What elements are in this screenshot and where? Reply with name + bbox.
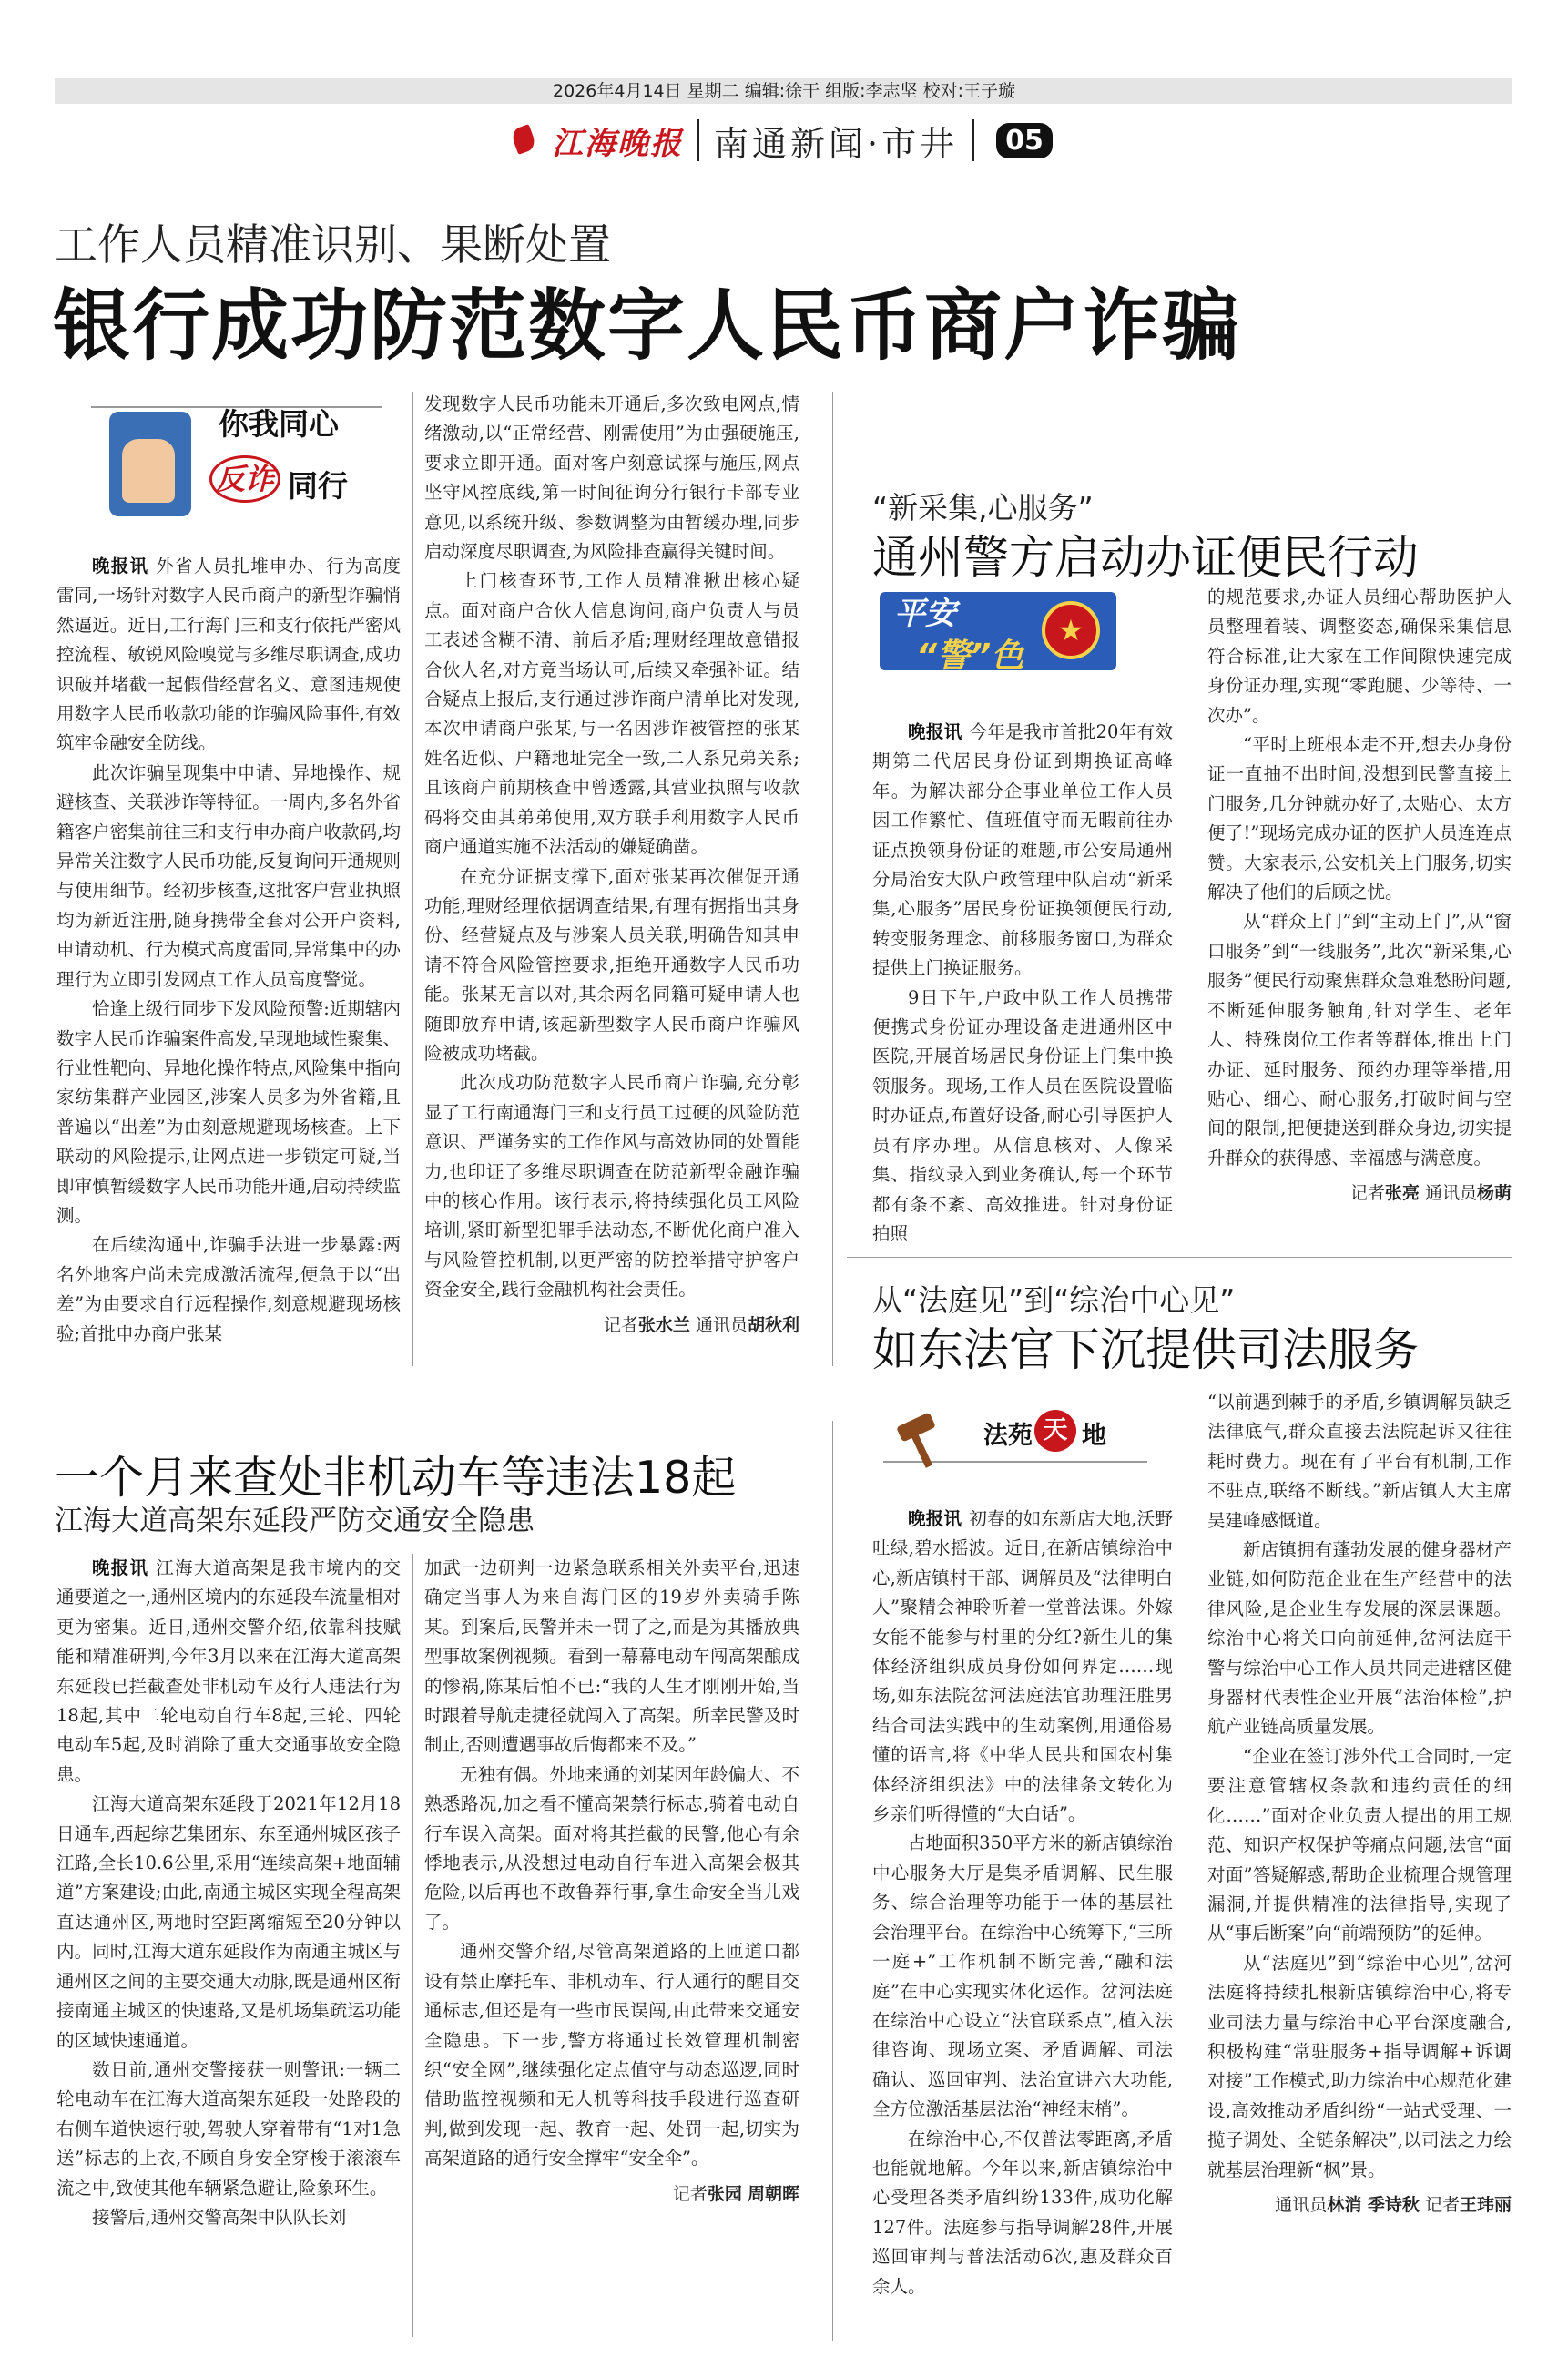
paragraph: 恰逢上级行同步下发风险预警:近期辖内数字人民币诈骗案件高发,呈现地域性聚集、行业性靶向、异地化操作特点,风险集中指向家纺集群产业园区,涉案人员多为外省籍,且普遍以“出差”为由刻意规避现场核查。上下联动的风险提示,让网点进一步锁定可疑,当即审慎暂缓数字人民币功能开通,启动持续监测。 <box>56 998 401 1226</box>
story1-column-2 <box>424 390 799 1340</box>
story2-column-2 <box>1207 583 1512 1209</box>
paragraph: 此次成功防范数字人民币商户诈骗,充分彰显了工行南通海门三和支行员工过硬的风险防范意识、严谨务实的工作作风与高效协同的处置能力,也印证了多维尽职调查在防范新型金融诈骗中的核心作用。该行表示,将持续强化员工风险培训,紧盯新型犯罪手法动态,不断优化商户准入与风险管控机制,以更严密的防控举措守护客户资金安全,践行金融机构社会责任。 <box>424 1072 799 1301</box>
story4-subhead: 江海大道高架东延段严防交通安全隐患 <box>55 1505 535 1537</box>
paragraph: 江海大道高架东延段于2021年12月18日通车,西起综艺集团东、东至通州城区孩子江路,全长10.6公里,采用“连续高架+地面辅道”方案建设;由此,南通主城区实现全程高架直达通州区,两地时空距离缩短至20分钟以内。同时,江海大道东延段作为南通主城区与通州区之间的主要交通大动脉,既是通州区衔接南通主城区的快速路,又是机场集疏运功能的区域快速通道。 <box>56 1793 401 2051</box>
paragraph: 今年是我市首批20年有效期第二代居民身份证到期换证高峰年。为解决部分企事业单位工作人员因工作繁忙、值班值守而无暇前往办证点换领身份证的难题,市公安局通州分局治安大队户政管理中队启动“新采集,心服务”居民身份证换领便民行动,转变服务理念、前移服务窗口,为群众提供上门换证服务。 <box>872 721 1173 979</box>
column-rule <box>412 1554 413 2337</box>
section-title: 南通新闻·市井 <box>714 123 959 164</box>
paragraph: 在综治中心,不仅普法零距离,矛盾也能就地解。今年以来,新店镇综治中心受理各类矛盾纠纷133件,成功化解127件。法庭参与指导调解28件,开展巡回审判与普法活动6次,惠及群众百余人。 <box>872 2128 1173 2297</box>
byline: 记者张亮 通讯员杨萌 <box>1349 1183 1512 1204</box>
paragraph: 此次诈骗呈现集中申请、异地操作、规避核查、关联涉诈等特征。一周内,多名外省籍客户密集前往三和支行申办商户收款码,均异常关注数字人民币功能,反复询问开通规则与使用细节。经初步核查,这批客户营业执照均为新近注册,随身携带全套对公开户资料,申请动机、行为模式高度雷同,异常集中的办理行为立即引发网点工作人员高度警觉。 <box>56 761 401 990</box>
story1-headline: 银行成功防范数字人民币商户诈骗 <box>53 281 1242 372</box>
paragraph: 江海大道高架是我市境内的交通要道之一,通州区境内的东延段车流量相对更为密集。近日,通州交警介绍,依靠科技赋能和精准研判,今年3月以来在江海大道高架东延段已拦截查处非机动车及行人违法行为18起,其中二轮电动自行车8起,三轮、四轮电动车5起,及时消除了重大交通事故安全隐患。 <box>56 1557 401 1785</box>
page-number: 05 <box>996 123 1053 158</box>
story3-column-2 <box>1207 1388 1512 2220</box>
police-badge <box>880 592 1116 670</box>
paragraph: 9日下午,户政中队工作人员携带便携式身份证办理设备走进通州区中医院,开展首场居民身份证上门集中换领服务。现场,工作人员在医院设置临时办证点,布置好设备,耐心引导医护人员有序办理。从信息核对、人像采集、指纹录入到业务确认,每一个环节都有条不紊、高效推进。针对身份证拍照 <box>872 986 1173 1244</box>
story1-column-1 <box>56 552 401 1349</box>
paragraph: “以前遇到棘手的矛盾,乡镇调解员缺乏法律底气,群众直接去法院起诉又往往耗时费力。现在有了平台有机制,工作不驻点,联络不断线。”新店镇人大主席吴建峰感慨道。 <box>1207 1392 1512 1531</box>
police-emblem-icon <box>1042 601 1100 659</box>
section-rule <box>847 1257 1512 1258</box>
story1-kicker: 工作人员精准识别、果断处置 <box>55 220 611 270</box>
paragraph: 占地面积350平方米的新店镇综治中心服务大厅是集矛盾调解、民生服务、综合治理等功能于一体的基层社会治理平台。在综治中心统筹下,“三所一庭+”工作机制不断完善,“融和法庭”在中心实现实体化运作。岔河法庭在综治中心设立“法官联系点”,植入法律咨询、现场立案、矛盾调解、司法确认、巡回审判、法治宣讲六大功能,全方位激活基层法治“神经末梢”。 <box>872 1832 1173 2120</box>
paragraph: 初春的如东新店大地,沃野吐绿,碧水摇波。近日,在新店镇综治中心,新店镇村干部、调解员及“法律明白人”聚精会神聆听着一堂普法课。外嫁女能不能参与村里的分红?新生儿的集体经济组织成员身份如何界定……现场,如东法院岔河法庭法官助理汪胜男结合司法实践中的生动案例,用通俗易懂的语言,将《中华人民共和国农村集体经济组织法》中的法律条文转化为乡亲们听得懂的“大白话”。 <box>872 1508 1173 1825</box>
paragraph: 通州交警介绍,尽管高架道路的上匝道口都设有禁止摩托车、非机动车、行人通行的醒目交通标志,但还是有一些市民误闯,由此带来交通安全隐患。下一步,警方将通过长效管理机制密织“安全网”,继续强化定点值守与动态巡逻,同时借助监控视频和无人机等科技手段进行巡查研判,做到发现一起、教育一起、处罚一起,切实为高架道路的通行安全撑牢“安全伞”。 <box>424 1941 799 2169</box>
story4-column-1 <box>56 1554 401 2232</box>
paragraph: 接警后,通州交警高架中队队长刘 <box>92 2206 347 2228</box>
paragraph: 数日前,通州交警接获一则警讯:一辆二轮电动车在江海大道高架东延段一处路段的右侧车道快速行驶,驾驶人穿着带有“1对1急送”标志的上衣,不顾自身安全穿梭于滚滚车流之中,致使其他车辆紧急避让,险象环生。 <box>56 2058 401 2199</box>
badge-label: 平安 <box>894 596 956 632</box>
divider <box>697 119 699 161</box>
column-rule <box>832 1421 833 2341</box>
column-rule <box>832 392 833 1366</box>
paragraph: 的规范要求,办证人员细心帮助医护人员整理着装、调整姿态,确保采集信息符合标准,让大家在工作间隙快速完成身份证办理,实现“零跑腿、少等待、一次办”。 <box>1207 587 1512 726</box>
badge-label: 法苑 <box>983 1422 1033 1450</box>
badge-label: 同行 <box>288 468 348 504</box>
dateline-tag: 晚报讯 <box>908 721 962 742</box>
paragraph: 上门核查环节,工作人员精准揪出核心疑点。面对商户合伙人信息询问,商户负责人与员工表述含糊不清、前后矛盾;理财经理故意错报合伙人名,对方竟当场认可,后续又牵强补证。结合疑点上报后,支行通过涉诈商户清单比对发现,本次申请商户张某,与一名因涉诈被管控的张某姓名近似、户籍地址完全一致,二人系兄弟关系;且该商户前期核查中曾透露,其营业执照与收款码将交由其弟弟使用,双方联手利用数字人民币商户通道实施不法活动的嫌疑确凿。 <box>424 570 799 858</box>
byline: 通讯员林消 季诗秋 记者王玮丽 <box>1275 2194 1512 2215</box>
paragraph: “企业在签订涉外代工合同时,一定要注意管辖权条款和违约责任的细化……”面对企业负责人提出的用工规范、知识产权保护等痛点问题,法官“面对面”答疑解惑,帮助企业梳理合规管理漏洞,并提供精准的法律指导,实现了从“事后断案”向“前端预防”的延伸。 <box>1207 1745 1512 1944</box>
story4-headline: 一个月来查处非机动车等违法18起 <box>55 1452 737 1504</box>
paragraph: 发现数字人民币功能未开通后,多次致电网点,情绪激动,以“正常经营、刚需使用”为由强硬施压,要求立即开通。面对客户刻意试探与施压,网点坚守风控底线,第一时间征询分行银行卡部专业意见,以系统升级、参数调整为由暂缓办理,同步启动深度尽职调查,为风险排查赢得关键时间。 <box>424 393 799 563</box>
story2-kicker: “新采集,心服务” <box>872 490 1094 526</box>
dateline-tag: 晚报讯 <box>908 1508 962 1529</box>
story2-column-1 <box>872 718 1173 1249</box>
masthead <box>510 115 1053 166</box>
paragraph: 从“群众上门”到“主动上门”,从“窗口服务”到“一线服务”,此次“新采集,心服务”便民行动聚焦群众急难愁盼问题,不断延伸服务触角,针对学生、老年人、特殊岗位工作者等群体,推出上门办证、延时服务、预约办理等举措,用贴心、细心、耐心服务,打破时间与空间的限制,把便捷送到群众身边,切实提升群众的获得感、幸福感与满意度。 <box>1207 911 1512 1169</box>
story3-column-1 <box>872 1505 1173 2302</box>
badge-emblem: 反诈 <box>209 455 280 503</box>
dateline-tag: 晚报讯 <box>92 1557 149 1578</box>
dateline: 2026年4月14日 星期二 编辑:徐干 组版:李志坚 校对:王子璇 <box>553 81 1015 101</box>
paragraph: 外省人员扎堆申办、行为高度雷同,一场针对数字人民币商户的新型诈骗悄然逼近。近日,工行海门三和支行依托严密风控流程、敏锐风险嗅觉与多维尽职调查,成功识破并堵截一起假借经营名义、意图违规使用数字人民币收款功能的诈骗风险事件,有效筑牢金融安全防线。 <box>56 556 401 754</box>
badge-label: 地 <box>1082 1422 1106 1450</box>
divider <box>972 119 974 161</box>
paragraph: 加武一边研判一边紧急联系相关外卖平台,迅速确定当事人为来自海门区的19岁外卖骑手陈某。到案后,民警并未一罚了之,而是为其播放典型事故案例视频。看到一幕幕电动车闯高架酿成的惨祸,陈某后怕不已:“我的人生才刚刚开始,当时跟着导航走捷径就闯入了高架。所幸民警及时制止,否则遭遇事故后悔都来不及。” <box>424 1557 799 1756</box>
badge-label: “警”色 <box>916 638 1024 670</box>
gavel-icon <box>894 1415 958 1461</box>
paragraph: 在后续沟通中,诈骗手法进一步暴露:两名外地客户尚未完成激活流程,便急于以“出差”为由要求自行远程操作,刻意规避现场核验;首批申办商户张某 <box>56 1234 401 1344</box>
newspaper-logo-text: 江海晚报 <box>552 125 683 162</box>
column-rule <box>412 392 413 1366</box>
byline: 记者张水兰 通讯员胡秋利 <box>603 1314 799 1335</box>
story2-headline: 通州警方启动办证便民行动 <box>872 531 1419 584</box>
paragraph: 无独有偶。外地来通的刘某因年龄偏大、不熟悉路况,加之看不懂高架禁行标志,骑着电动自行车误入高架。面对将其拦截的民警,他心有余悸地表示,从没想过电动自行车进入高架会极其危险,以后再也不敢鲁莽行事,拿生命安全当儿戏了。 <box>424 1763 799 1933</box>
paragraph: 在充分证据支撑下,面对张某再次催促开通功能,理财经理依据调查结果,有理有据指出其身份、经营疑点及与涉案人员关联,明确告知其申请不符合风险管控要求,拒绝开通数字人民币功能。张某无言以对,其余两名同籍可疑申请人也随即放弃申请,该起新型数字人民币商户诈骗风险被成功堵截。 <box>424 865 799 1064</box>
paragraph: 新店镇拥有蓬勃发展的健身器材产业链,如何防范企业在生产经营中的法律风险,是企业生存发展的深层课题。综治中心将关口向前延伸,岔河法庭干警与综治中心工作人员共同走进辖区健身器材代表性企业开展“法治体检”,护航产业链高质量发展。 <box>1207 1539 1512 1738</box>
byline: 记者张园 周朝晖 <box>672 2183 799 2204</box>
story3-kicker: 从“法庭见”到“综治中心见” <box>872 1282 1236 1318</box>
badge-label: 你我同心 <box>219 406 339 442</box>
newspaper-logo-icon <box>510 125 541 156</box>
court-badge <box>883 1410 1147 1474</box>
dateline-tag: 晚报讯 <box>92 556 149 577</box>
story4-column-2 <box>424 1554 799 2209</box>
paragraph: “平时上班根本走不开,想去办身份证一直抽不出时间,没想到民警直接上门服务,几分钟就办好了,太贴心、太方便了!”现场完成办证的医护人员连连点赞。大家表示,公安机关上门服务,切实解决了他们的后顾之忧。 <box>1207 734 1512 903</box>
story3-headline: 如东法官下沉提供司法服务 <box>872 1323 1419 1376</box>
anti-fraud-badge <box>91 392 382 528</box>
stop-hand-icon <box>109 412 191 516</box>
badge-emblem: 天 <box>1034 1410 1076 1452</box>
paragraph: 从“法庭见”到“综治中心见”,岔河法庭将持续扎根新店镇综治中心,将专业司法力量与综治中心平台深度融合,积极构建“常驻服务+指导调解+诉调对接”工作模式,助力综治中心规范化建设,高效推动矛盾纠纷“一站式受理、一揽子调处、全链条解决”,以司法之力绘就基层治理新“枫”景。 <box>1207 1952 1512 2180</box>
